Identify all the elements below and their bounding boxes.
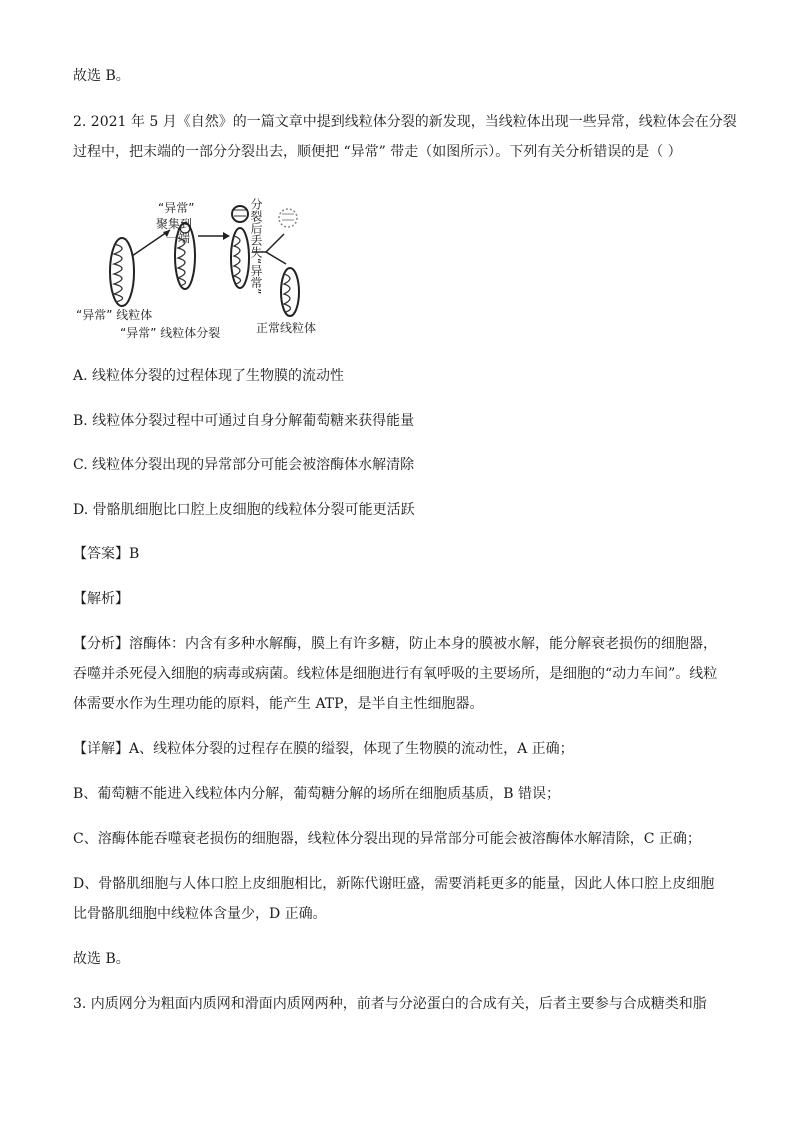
option-a: A. 线粒体分裂的过程体现了生物膜的流动性 — [73, 368, 345, 384]
svg-text:分裂后丢失“异常”: 分裂后丢失“异常” — [249, 198, 263, 295]
arrow-icon — [132, 230, 170, 256]
abnormal-mitochondrion — [110, 238, 134, 306]
analysis-line-3: 体需要水作为生理功能的原料，能产生 ATP，是半自主性细胞器。 — [73, 696, 484, 712]
text-line: 故选 B。 — [73, 951, 130, 967]
gather-label-1: “异常” — [158, 201, 195, 215]
option-d: D. 骨骼肌细胞比口腔上皮细胞的线粒体分裂可能更活跃 — [73, 502, 415, 518]
abnormal-mito-label: “异常” 线粒体 — [76, 308, 153, 322]
gather-label-2: 聚集到 — [156, 217, 193, 231]
detail-c: C、溶酶体能吞噬衰老损伤的细胞器，线粒体分裂出现的异常部分可能会被溶酶体水解清除，C 正确； — [73, 831, 701, 847]
question-3-line-1: 3. 内质网分为粗面内质网和滑面内质网两种，前者与分泌蛋白的合成有关，后者主要参与合成糖类和脂 — [73, 996, 707, 1012]
analysis-heading: 【解析】 — [73, 591, 129, 607]
arrow-icon — [198, 232, 230, 240]
question-2-line-2: 过程中，把末端的一部分分裂出去，顺便把 “异常” 带走（如图所示）。下列有关分析错误的是（ ） — [73, 144, 682, 160]
text-line: 故选 B。 — [73, 68, 130, 84]
lost-abnormal-label — [249, 197, 263, 295]
normal-mito-label: 正常线粒体 — [256, 321, 317, 335]
lost-fragment — [279, 209, 297, 227]
analysis-line-1: 【分析】溶酶体：内含有多种水解酶，膜上有许多糖，防止本身的膜被水解，能分解衰老损伤的细胞器， — [73, 636, 717, 652]
normal-mitochondrion — [281, 268, 299, 316]
mitochondria-division-diagram — [70, 186, 340, 346]
option-b: B. 线粒体分裂过程中可通过自身分解葡萄糖来获得能量 — [73, 413, 415, 429]
option-c: C. 线粒体分裂出现的异常部分可能会被溶酶体水解清除 — [73, 457, 415, 473]
dividing-label: “异常” 线粒体分裂 — [120, 326, 221, 340]
question-2-line-1: 2. 2021 年 5 月《自然》的一篇文章中提到线粒体分裂的新发现，当线粒体出现一些异常，线粒体会在分裂 — [73, 114, 737, 130]
answer-line: 【答案】B — [73, 546, 140, 562]
analysis-line-2: 吞噬并杀死侵入细胞的病毒或病菌。线粒体是细胞进行有氧呼吸的主要场所，是细胞的“动力车间”。线粒 — [73, 666, 718, 682]
detail-d-line-2: 比骨骼肌细胞中线粒体含量少，D 正确。 — [73, 906, 327, 922]
dividing-mitochondrion — [231, 206, 249, 288]
gather-label-3: 一端 — [166, 231, 191, 245]
detail-b: B、葡萄糖不能进入线粒体内分解，葡萄糖分解的场所在细胞质基质，B 错误； — [73, 786, 561, 802]
detail-a: 【详解】A、线粒体分裂的过程存在膜的缢裂，体现了生物膜的流动性，A 正确； — [73, 741, 574, 757]
detail-d-line-1: D、骨骼肌细胞与人体口腔上皮细胞相比，新陈代谢旺盛，需要消耗更多的能量，因此人体口腔上皮细胞 — [73, 876, 715, 892]
